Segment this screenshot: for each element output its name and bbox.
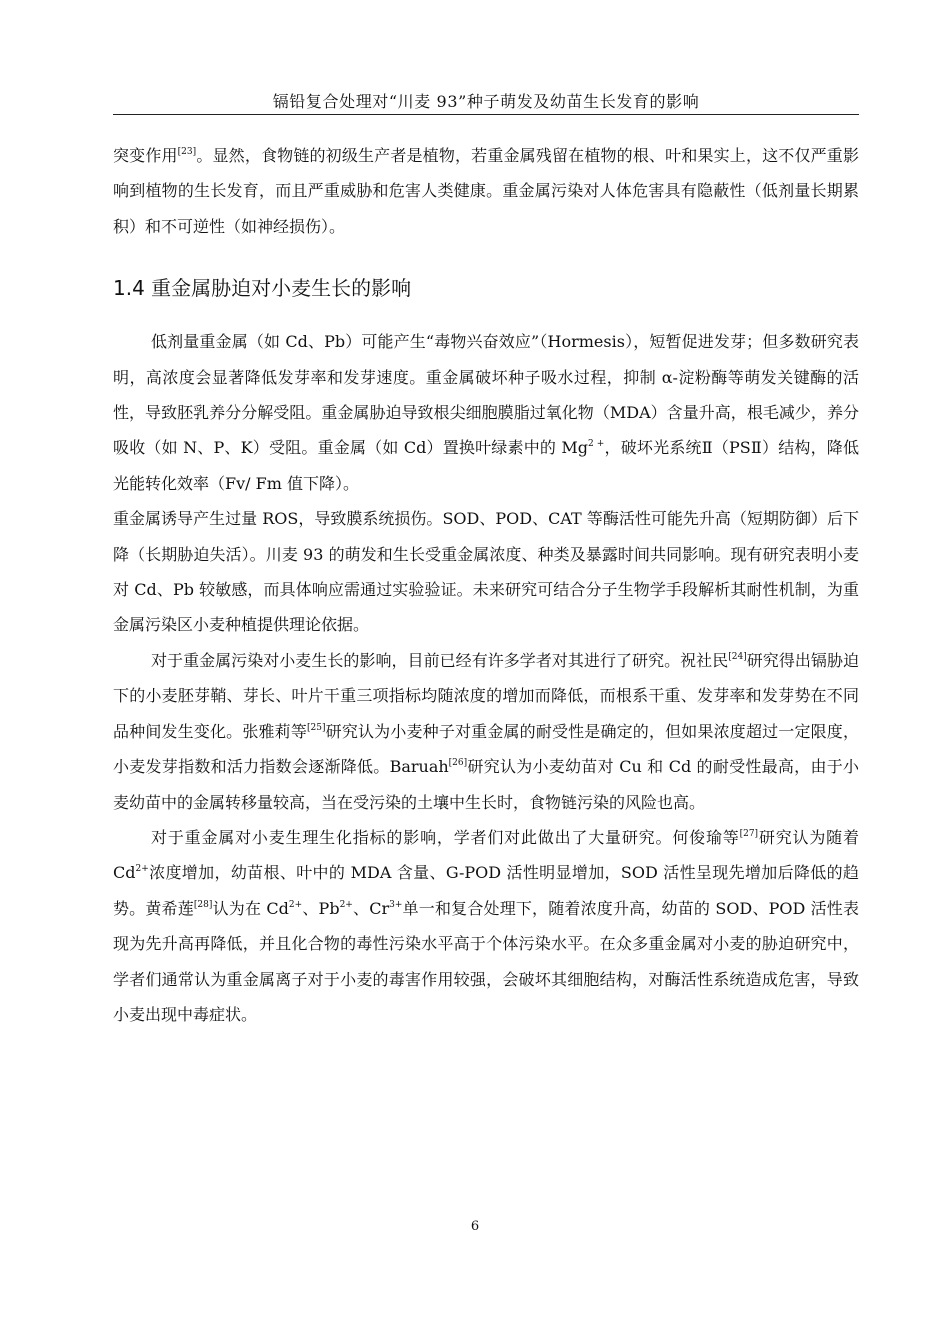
paragraph-text: 突变作用 xyxy=(113,146,178,165)
page-body xyxy=(113,138,859,1032)
superscript: 2+ xyxy=(288,899,303,910)
paragraph-text: 研究认为随着 Cd xyxy=(113,827,859,883)
citation-ref: [23] xyxy=(177,147,197,157)
paragraph-2 xyxy=(113,324,859,501)
citation-ref: [26] xyxy=(448,758,468,769)
superscript: 2+ xyxy=(135,864,149,875)
section-heading: 1.4 重金属胁迫对小麦生长的影响 xyxy=(113,276,412,301)
header-rule xyxy=(113,114,859,115)
running-header: 镉铅复合处理对“川麦 93”种子萌发及幼苗生长发育的影响 xyxy=(272,92,700,111)
paragraph-text: 对于重金属污染对小麦生长的影响，目前已经有许多学者对其进行了研究。祝社民 xyxy=(151,650,729,670)
paragraph-text: 研究得出镉胁迫下的小麦胚芽鞘、芽长、叶片干重三项指标均随浓度的增加而降低，而根系干重、发芽率和发芽势在不同品种间发生变化。张雅莉等 xyxy=(113,650,859,741)
paragraph-3: 重金属诱导产生过量 ROS，导致膜系统损伤。SOD、POD、CAT 等酶活性可能先升高（短期防御）后下降（长期胁迫失活）。川麦 93 的萌发和生长受重金属浓度、种类及暴露时间共同影响。现有研究表明小麦对 Cd、Pb 较敏感，而具体响应需通过实验验证。未来研究可结合分子生物学手段解析其耐性机制，为重金属污染区小麦种植提供理论依据。 xyxy=(113,509,859,635)
paragraph-text: 认为在 Cd xyxy=(212,898,289,918)
paragraph-1 xyxy=(113,138,859,244)
paragraph-text: 单一和复合处理下，随着浓度升高，幼苗的 SOD、POD 活性表现为先升高再降低，并且化合物的毒性污染水平高于个体污染水平。在众多重金属对小麦的胁迫研究中，学者们通常认为重金属离子对于小麦的毒害作用较强，会破坏其细胞结构，对酶活性系统造成危害，导致小麦出现中毒症状。 xyxy=(113,898,859,1024)
paragraph-text: 。显然，食物链的初级生产者是植物，若重金属残留在植物的根、叶和果实上，这不仅严重影响到植物的生长发育，而且严重威胁和危害人类健康。重金属污染对人体危害具有隐蔽性（低剂量长期累积）和不可逆性（如神经损伤）。 xyxy=(113,146,859,236)
paragraph-text: 、Cr xyxy=(352,898,390,918)
paragraph-text: 研究认为小麦幼苗对 Cu 和 Cd 的耐受性最高，由于小麦幼苗中的金属转移量较高，当在受污染的土壤中生长时，食物链污染的风险也高。 xyxy=(113,757,859,812)
paragraph-text: 低剂量重金属（如 Cd、Pb）可能产生“毒物兴奋效应”（Hormesis），短暂促进发芽；但多数研究表明，高浓度会显著降低发芽率和发芽速度。重金属破坏种子吸水过程，抑制 α-淀粉酶等萌发关键酶的活性，导致胚乳养分分解受阻。重金属胁迫导致根尖细胞膜脂过氧化物（MDA）含量升高，根毛减少，养分吸收（如 N、P、K）受阻。重金属（如 Cd）置换叶绿素中的 Mg xyxy=(113,332,859,458)
superscript: 2+ xyxy=(339,899,353,910)
page-number: 6 xyxy=(470,1219,480,1234)
paragraph-text: 、Pb xyxy=(302,898,340,918)
paragraph-text: 研究认为小麦种子对重金属的耐受性是确定的，但如果浓度超过一定限度，小麦发芽指数和活力指数会逐渐降低。Baruah xyxy=(113,721,859,777)
citation-ref: [24] xyxy=(728,651,747,662)
superscript: 3+ xyxy=(389,899,403,910)
paragraph-5 xyxy=(113,820,859,1032)
citation-ref: [27] xyxy=(739,828,759,839)
paragraph-text: ，破坏光系统Ⅱ（PSⅡ）结构，降低光能转化效率（Fv/ Fm 值下降）。 xyxy=(113,438,859,493)
superscript: 2 + xyxy=(588,439,605,450)
citation-ref: [28] xyxy=(193,899,213,910)
paragraph-4 xyxy=(113,643,859,820)
paragraph-text: 对于重金属对小麦生理生化指标的影响，学者们对此做出了大量研究。何俊瑜等 xyxy=(151,827,740,847)
citation-ref: [25] xyxy=(307,722,326,733)
paragraph-text: 浓度增加，幼苗根、叶中的 MDA 含量、G-POD 活性明显增加，SOD 活性呈现先增加后降低的趋势。黄希莲 xyxy=(113,863,859,918)
